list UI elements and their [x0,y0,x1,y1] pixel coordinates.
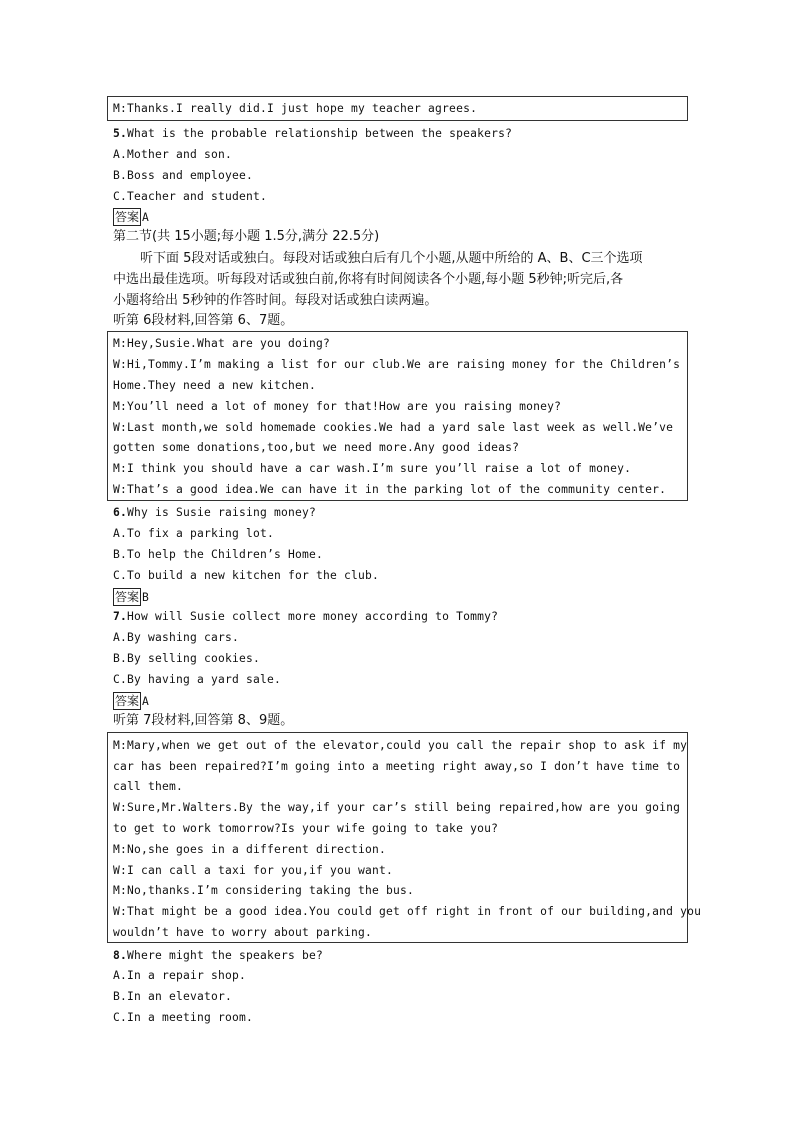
answer-7 [113,691,149,711]
dialogue-line: W:Sure,Mr.Walters.By the way,if your car’s still being repaired,how are you going [113,801,681,814]
dialogue-line: M:No,thanks.I’m considering taking the bus. [113,884,415,897]
instruction-line: 中选出最佳选项。听每段对话或独白前,你将有时间阅读各个小题,每小题 5秒钟;听完后,各 [113,272,624,287]
dialogue-line: wouldn’t have to worry about parking. [113,926,373,939]
answer-value: A [142,211,149,224]
section-instructions [113,248,681,311]
dialogue-line: gotten some donations,too,but we need more.Any good ideas? [113,441,520,454]
dialogue-box-7 [107,732,702,943]
question-number: 5. [113,127,128,140]
option-c: C.By having a yard sale. [113,673,282,686]
question-stem: Why is Susie raising money? [127,506,317,519]
dialogue-line: W:Last month,we sold homemade cookies.We had a yard sale last week as well.We’ve [113,421,674,434]
instruction-line: 小题将给出 5秒钟的作答时间。每段对话或独白读两遍。 [113,293,438,308]
option-b: B.By selling cookies. [113,652,261,665]
option-a: A.In a repair shop. [113,969,247,982]
answer-tag: 答案 [115,590,140,604]
question-number: 7. [113,610,128,623]
option-b: B.To help the Children’s Home. [113,548,324,561]
dialogue-line: M:Hey,Susie.What are you doing? [113,337,331,350]
option-c: C.In a meeting room. [113,1011,254,1024]
question-8 [113,946,323,966]
option-c: C.To build a new kitchen for the club. [113,569,380,582]
answer-value: A [142,695,149,708]
dialogue-line: M:I think you should have a car wash.I’m sure you’ll raise a lot of money. [113,462,632,475]
answer-tag: 答案 [115,210,140,224]
dialogue-box-6 [107,331,688,501]
dialogue-box-continued [107,96,688,121]
question-stem: What is the probable relationship between the speakers? [127,127,513,140]
option-c: C.Teacher and student. [113,190,268,203]
dialogue-line: M:Thanks.I really did.I just hope my teacher agrees. [113,102,478,115]
question-stem: Where might the speakers be? [127,949,324,962]
dialogue-line: M:Mary,when we get out of the elevator,could you call the repair shop to ask if my [113,739,688,752]
dialogue-line: to get to work tomorrow?Is your wife going to take you? [113,822,499,835]
dialogue-line: Home.They need a new kitchen. [113,379,317,392]
question-number: 6. [113,506,128,519]
material-7-intro: 听第 7段材料,回答第 8、9题。 [113,713,294,728]
dialogue-line: M:You’ll need a lot of money for that!How are you raising money? [113,400,562,413]
option-a: A.To fix a parking lot. [113,527,275,540]
option-b: B.Boss and employee. [113,169,254,182]
dialogue-line: car has been repaired?I’m going into a meeting right away,so I don’t have time to [113,760,681,773]
question-stem: How will Susie collect more money according to Tommy? [127,610,499,623]
answer-5 [113,207,149,227]
option-a: A.By washing cars. [113,631,240,644]
option-b: B.In an elevator. [113,990,233,1003]
material-6-intro: 听第 6段材料,回答第 6、7题。 [113,313,294,328]
dialogue-line: call them. [113,780,184,793]
question-5 [113,124,512,144]
dialogue-line: M:No,she goes in a different direction. [113,843,387,856]
dialogue-line: W:That might be a good idea.You could get off right in front of our building,and you [113,905,702,918]
question-7 [113,607,498,627]
answer-tag: 答案 [115,694,140,708]
answer-value: B [142,591,149,604]
dialogue-line: W:That’s a good idea.We can have it in the parking lot of the community center. [113,483,667,496]
question-6 [113,503,316,523]
option-a: A.Mother and son. [113,148,233,161]
instruction-line: 听下面 5段对话或独白。每段对话或独白后有几个小题,从题中所给的 A、B、C三个选项 [140,251,643,266]
dialogue-line: W:I can call a taxi for you,if you want. [113,864,394,877]
section-title: 第二节(共 15小题;每小题 1.5分,满分 22.5分) [113,229,380,244]
answer-6 [113,587,149,607]
question-number: 8. [113,949,128,962]
dialogue-line: W:Hi,Tommy.I’m making a list for our club.We are raising money for the Children’s [113,358,681,371]
